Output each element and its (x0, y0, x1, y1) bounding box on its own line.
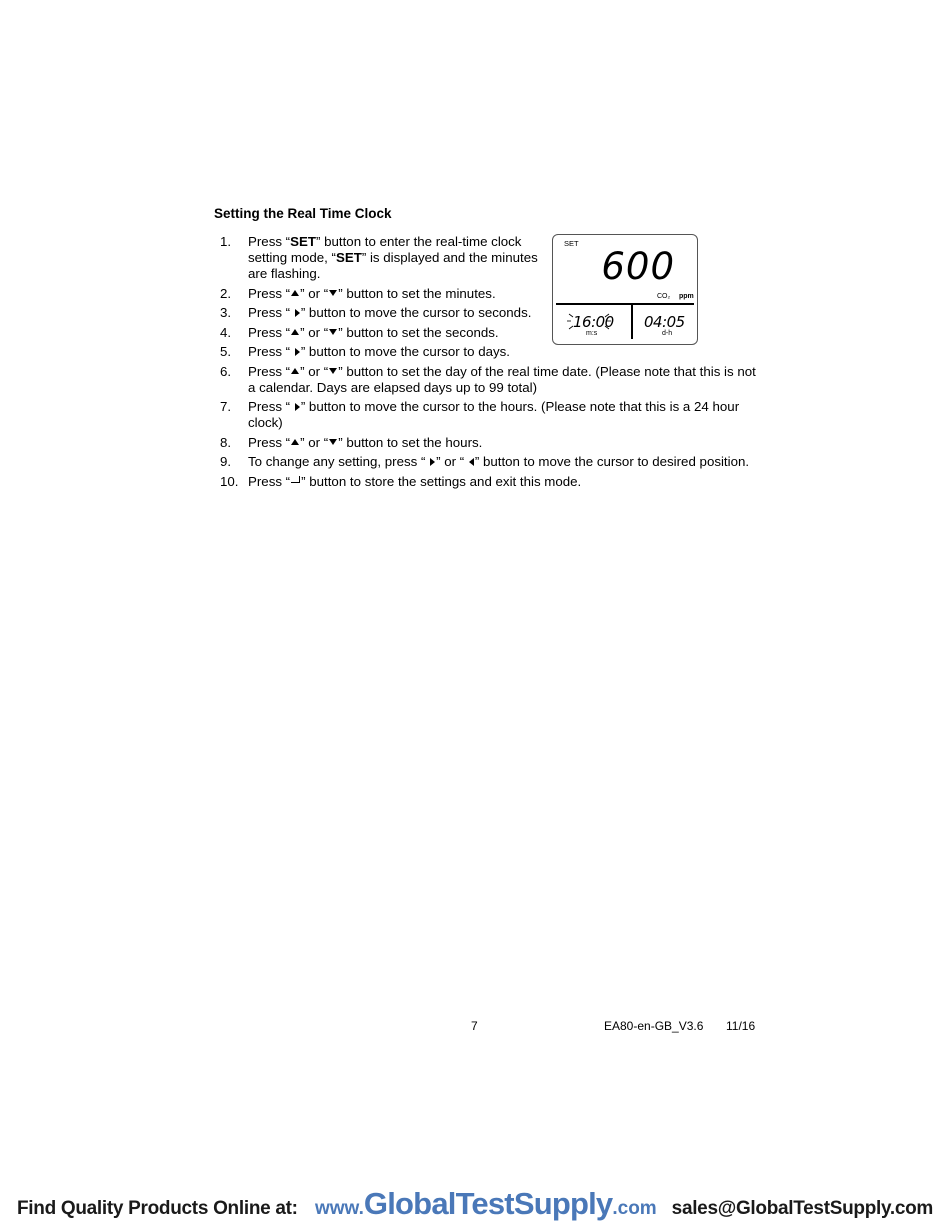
step-number: 2. (220, 285, 232, 301)
lcd-set-indicator: SET (564, 239, 579, 248)
right-arrow-icon (295, 403, 300, 411)
step-8: 8. Press “ ” or “ ” button to set the hours. (220, 434, 483, 450)
right-arrow-icon (295, 309, 300, 317)
lcd-minutes-seconds: 16:00 (573, 313, 614, 331)
lcd-display-illustration (552, 234, 698, 345)
step-1: 1. Press “SET” button to enter the real-time clock setting mode, “SET” is displayed and the minutes are flashing. (220, 234, 538, 281)
step-number: 3. (220, 305, 232, 320)
step-6: 6. Press “ ” or “ ” button to set the day of the real time date. (Please note that this is not a calendar. Days are elapsed days up to 99 total) (220, 363, 756, 395)
step-7: 7. Press “ ” button to move the cursor to the hours. (Please note that this is a 24 hour clock) (220, 399, 740, 430)
lcd-divider (556, 303, 694, 305)
document-code: EA80-en-GB_V3.6 (604, 1019, 704, 1033)
step-number: 9. (220, 454, 232, 469)
step-number: 7. (220, 399, 232, 414)
page-number: 7 (471, 1019, 478, 1033)
down-arrow-icon (329, 439, 337, 445)
lcd-divider (631, 305, 633, 339)
step-5: 5. Press “ ” button to move the cursor to days. (220, 344, 510, 359)
step-3: 3. Press “ ” button to move the cursor to seconds. (220, 305, 532, 320)
step-10: 10. Press “ ” button to store the settings and exit this mode. (220, 473, 582, 489)
down-arrow-icon (329, 290, 337, 296)
step-number: 1. (220, 234, 232, 249)
up-arrow-icon (291, 368, 299, 374)
lcd-ms-label: m:s (586, 330, 598, 337)
down-arrow-icon (329, 368, 337, 374)
up-arrow-icon (291, 329, 299, 335)
banner-website-link[interactable]: www.GlobalTestSupply.com (315, 1186, 657, 1221)
lcd-unit-label: ppm (679, 293, 694, 300)
up-arrow-icon (291, 290, 299, 296)
step-9: 9. To change any setting, press “ ” or “ ” button to move the cursor to desired position. (220, 454, 750, 469)
right-arrow-icon (430, 458, 435, 466)
lcd-main-reading: 600 (601, 245, 675, 288)
down-arrow-icon (329, 329, 337, 335)
banner-tagline: Find Quality Products Online at: (17, 1198, 298, 1219)
step-4: 4. Press “ ” or “ ” button to set the seconds. (220, 324, 499, 340)
enter-icon (291, 476, 300, 483)
step-number: 6. (220, 363, 232, 379)
lcd-dh-label: d-h (662, 330, 673, 337)
step-2: 2. Press “ ” or “ ” button to set the minutes. (220, 285, 496, 301)
document-date: 11/16 (726, 1019, 756, 1033)
right-arrow-icon (295, 348, 300, 356)
step-number: 4. (220, 324, 232, 340)
left-arrow-icon (469, 458, 474, 466)
step-number: 5. (220, 344, 232, 359)
step-number: 10. (220, 473, 239, 489)
lcd-gas-label: CO₂ (657, 293, 671, 300)
banner-email-link[interactable]: sales@GlobalTestSupply.com (671, 1198, 933, 1219)
section-heading: Setting the Real Time Clock (214, 206, 392, 221)
lcd-days-hours: 04:05 (644, 313, 685, 331)
step-number: 8. (220, 434, 232, 450)
up-arrow-icon (291, 439, 299, 445)
